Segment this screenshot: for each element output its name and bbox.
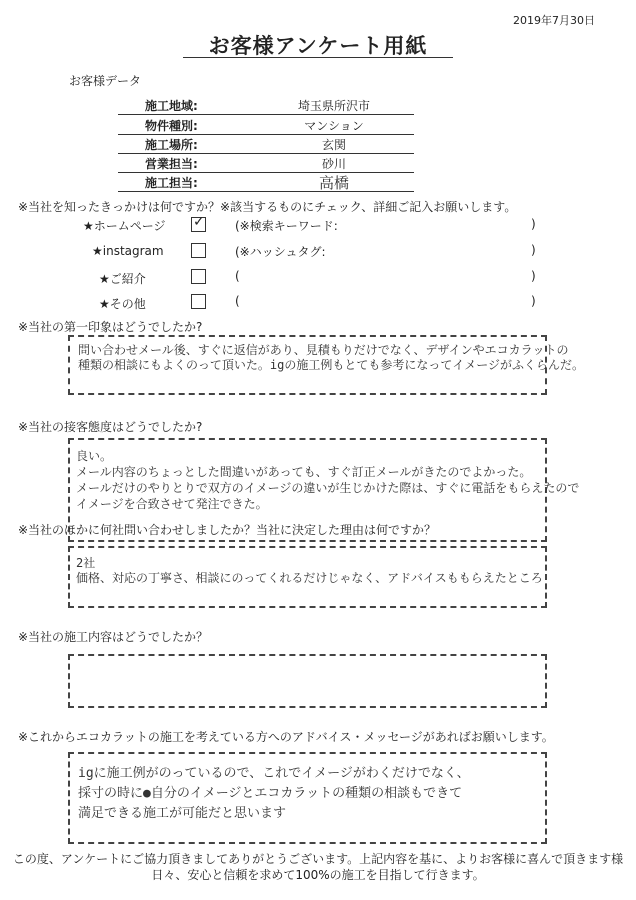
customer-data-heading: お客様データ [69,74,142,88]
source-label-homepage: ★ホームページ [83,219,166,233]
answer-line: 満足できる施工が可能だと思います [78,806,287,821]
answer-line: メールだけのやりとりで双方のイメージの違いが生じかけた際は、すぐに電話をもらえたので [76,481,580,495]
source-label-referral: ★ご紹介 [99,272,146,286]
info-label: 物件種別: [145,119,198,133]
q4-question: ※当社のほかに何社問い合わせしましたか？当社に決定した理由は何ですか？ [18,523,437,537]
page-title: お客様アンケート用紙 [208,34,428,58]
detail-close: ) [531,294,536,308]
info-label: 施工担当: [145,176,198,190]
answer-line: 良い。 [76,449,113,463]
footer-line-1: この度、アンケートにご協力頂きましてありがとうございます。上記内容を基に、よりお客様に喜んで頂きます様 [12,852,624,866]
footer-line-2: 日々、安心と信頼を求めて100%の施工を目指して行きます。 [151,868,485,882]
source-label-other: ★その他 [99,297,146,311]
info-row-area [118,95,414,115]
title-underline [183,57,453,58]
info-row-property-type [118,115,414,135]
info-value: 玄関 [321,138,346,152]
detail-close: ) [531,217,536,231]
info-label: 施工地域: [145,99,198,113]
detail-keyword: (※検索キーワード: [235,219,338,233]
detail-referral: ( [235,269,240,283]
info-value: 高橋 [318,174,349,192]
detail-close: ) [531,269,536,283]
q5-answer-box[interactable] [68,654,547,708]
q4-answer-box[interactable] [68,546,547,608]
answer-line: 種類の相談にもよくのって頂いた。igの施工例もとても参考になってイメージがふくらんだ。 [78,358,584,372]
source-label-instagram: ★instagram [92,244,164,258]
info-value: 埼玉県所沢市 [297,99,370,113]
info-label: 営業担当: [145,157,198,171]
detail-other: ( [235,294,240,308]
answer-line: 問い合わせメール後、すぐに返信があり、見積もりだけでなく、デザインやエコカラットの [78,343,569,357]
q3-question: ※当社の接客態度はどうでしたか? [18,420,203,434]
info-value: 砂川 [321,157,346,171]
check-mark-icon: ✓ [193,214,205,230]
q5-question: ※当社の施工内容はどうでしたか？ [18,630,209,644]
checkbox-homepage[interactable] [191,214,206,232]
checkbox-other[interactable] [191,294,206,309]
q1-question: ※当社を知ったきっかけは何ですか？※該当するものにチェック、詳細ご記入お願いします。 [18,200,517,214]
info-row-location [118,134,414,154]
survey-date: 2019年7月30日 [513,14,595,27]
info-row-installer [118,172,414,192]
q2-question: ※当社の第一印象はどうでしたか? [18,320,203,334]
detail-close: ) [531,243,536,257]
answer-line: igに施工例がのっているので、これでイメージがわくだけでなく、 [78,766,470,781]
checkbox-instagram[interactable] [191,243,206,258]
q2-answer-box[interactable] [68,335,584,395]
info-row-sales-rep [118,153,414,173]
info-label: 施工場所: [145,138,198,152]
checkbox-referral[interactable] [191,269,206,284]
info-underline [118,191,414,192]
answer-line: 価格、対応の丁寧さ、相談にのってくれるだけじゃなく、アドバイスももらえたところ [76,571,543,585]
q6-answer-box[interactable] [68,752,547,844]
answer-line: イメージを合致させて発注できた。 [76,497,268,511]
q6-question: ※これからエコカラットの施工を考えている方へのアドバイス・メッセージがあればお願いします。 [18,730,554,744]
info-value: マンション [304,119,364,133]
answer-line: 採寸の時に●自分のイメージとエコカラットの種類の相談もできて [78,786,463,801]
answer-line: 2社 [76,556,96,570]
detail-hashtag: (※ハッシュタグ: [235,245,326,259]
answer-line: メール内容のちょっとした間違いがあっても、すぐ訂正メールがきたのでよかった。 [76,465,532,479]
